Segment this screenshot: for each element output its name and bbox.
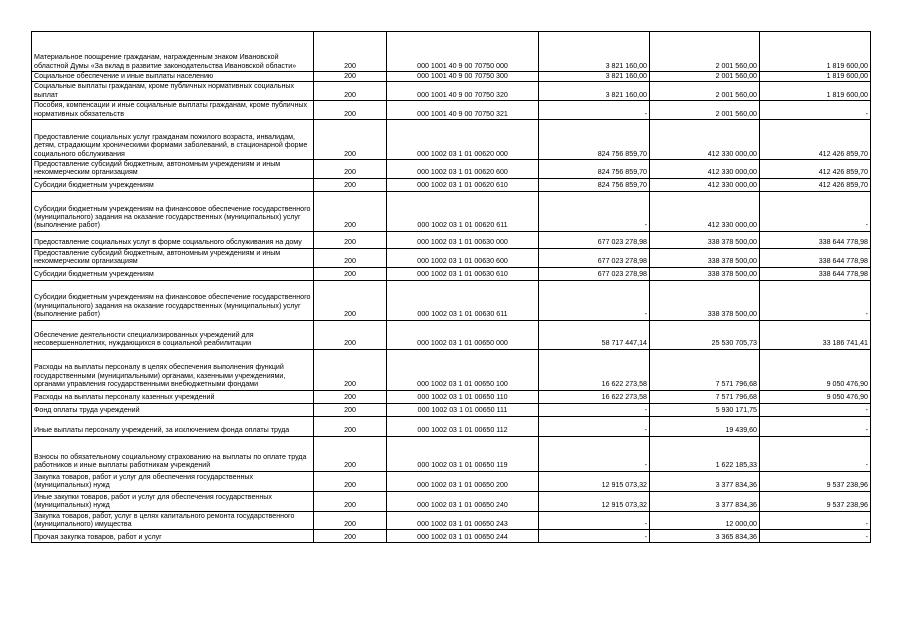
cell-approved: 12 915 073,32 [539, 491, 650, 511]
cell-executed: 5 930 171,75 [650, 403, 760, 416]
cell-executed: 19 439,60 [650, 416, 760, 436]
cell-code: 200 [314, 120, 387, 160]
cell-approved: 16 622 273,58 [539, 349, 650, 390]
cell-approved: 824 756 859,70 [539, 160, 650, 179]
cell-unexecuted: - [760, 403, 871, 416]
cell-executed: 25 530 705,73 [650, 320, 760, 349]
cell-code: 200 [314, 511, 387, 530]
cell-executed: 412 330 000,00 [650, 120, 760, 160]
cell-kbk: 000 1001 40 9 00 70750 320 [387, 82, 539, 101]
cell-unexecuted: 9 050 476,90 [760, 390, 871, 403]
cell-approved: 824 756 859,70 [539, 178, 650, 191]
cell-kbk: 000 1002 03 1 01 00650 244 [387, 530, 539, 543]
cell-approved: - [539, 436, 650, 471]
cell-executed: 12 000,00 [650, 511, 760, 530]
cell-approved: 677 023 278,98 [539, 267, 650, 280]
cell-code: 200 [314, 191, 387, 231]
cell-name: Фонд оплаты труда учреждений [32, 403, 314, 416]
cell-unexecuted: - [760, 101, 871, 120]
cell-executed: 3 377 834,36 [650, 471, 760, 491]
cell-unexecuted: - [760, 530, 871, 543]
cell-executed: 2 001 560,00 [650, 101, 760, 120]
cell-executed: 338 378 500,00 [650, 248, 760, 267]
cell-kbk: 000 1002 03 1 01 00650 200 [387, 471, 539, 491]
cell-name: Предоставление социальных услуг в форме социального обслуживания на дому [32, 231, 314, 248]
cell-name: Субсидии бюджетным учреждениям на финансовое обеспечение государственного (муниципального) задания на оказание государственных (муниципальных) услуг (выполнение работ) [32, 191, 314, 231]
cell-executed: 7 571 796,68 [650, 349, 760, 390]
cell-approved: - [539, 191, 650, 231]
table-row [32, 403, 871, 416]
cell-name: Субсидии бюджетным учреждениям [32, 178, 314, 191]
cell-kbk: 000 1002 03 1 01 00620 611 [387, 191, 539, 231]
cell-kbk: 000 1002 03 1 01 00650 243 [387, 511, 539, 530]
cell-code: 200 [314, 436, 387, 471]
table-row [32, 530, 871, 543]
cell-name: Иные закупки товаров, работ и услуг для обеспечения государственных (муниципальных) нужд [32, 491, 314, 511]
cell-name: Предоставление субсидий бюджетным, автономным учреждениям и иным некоммерческим организациям [32, 248, 314, 267]
cell-approved: - [539, 511, 650, 530]
cell-unexecuted: - [760, 191, 871, 231]
table-row [32, 416, 871, 436]
cell-unexecuted: 338 644 778,98 [760, 267, 871, 280]
cell-kbk: 000 1001 40 9 00 70750 321 [387, 101, 539, 120]
table-row [32, 160, 871, 179]
cell-name: Закупка товаров, работ и услуг для обеспечения государственных (муниципальных) нужд [32, 471, 314, 491]
table-row [32, 248, 871, 267]
cell-unexecuted: 412 426 859,70 [760, 178, 871, 191]
cell-approved: 3 821 160,00 [539, 82, 650, 101]
table-row [32, 267, 871, 280]
cell-code: 200 [314, 267, 387, 280]
cell-approved: - [539, 530, 650, 543]
cell-unexecuted: - [760, 280, 871, 320]
cell-unexecuted: 412 426 859,70 [760, 160, 871, 179]
cell-code: 200 [314, 471, 387, 491]
table-row [32, 436, 871, 471]
cell-unexecuted: 1 819 600,00 [760, 32, 871, 72]
table-row [32, 120, 871, 160]
cell-code: 200 [314, 491, 387, 511]
cell-kbk: 000 1002 03 1 01 00650 112 [387, 416, 539, 436]
table-row [32, 349, 871, 390]
cell-executed: 2 001 560,00 [650, 32, 760, 72]
cell-executed: 7 571 796,68 [650, 390, 760, 403]
cell-approved: 3 821 160,00 [539, 32, 650, 72]
table-row [32, 491, 871, 511]
cell-kbk: 000 1002 03 1 01 00630 600 [387, 248, 539, 267]
cell-code: 200 [314, 403, 387, 416]
cell-name: Субсидии бюджетным учреждениям на финансовое обеспечение государственного (муниципального) задания на оказание государственных (муниципальных) услуг (выполнение работ) [32, 280, 314, 320]
cell-code: 200 [314, 231, 387, 248]
table-row [32, 231, 871, 248]
table-row [32, 390, 871, 403]
cell-name: Взносы по обязательному социальному страхованию на выплаты по оплате труда работников и иные выплаты работникам учреждений [32, 436, 314, 471]
cell-unexecuted: 412 426 859,70 [760, 120, 871, 160]
cell-name: Пособия, компенсации и иные социальные выплаты гражданам, кроме публичных нормативных обязательств [32, 101, 314, 120]
cell-approved: 58 717 447,14 [539, 320, 650, 349]
cell-name: Социальное обеспечение и иные выплаты населению [32, 72, 314, 82]
cell-kbk: 000 1002 03 1 01 00650 110 [387, 390, 539, 403]
cell-executed: 412 330 000,00 [650, 160, 760, 179]
table-row [32, 471, 871, 491]
cell-name: Обеспечение деятельности специализированных учреждений для несовершеннолетних, нуждающихся в социальной реабилитации [32, 320, 314, 349]
cell-approved: 824 756 859,70 [539, 120, 650, 160]
cell-name: Материальное поощрение гражданам, награжденным знаком Ивановской областной Думы «За вклад в развитие законодательства Ивановской области» [32, 32, 314, 72]
cell-executed: 412 330 000,00 [650, 191, 760, 231]
cell-approved: 677 023 278,98 [539, 248, 650, 267]
cell-unexecuted: 338 644 778,98 [760, 248, 871, 267]
cell-kbk: 000 1002 03 1 01 00620 610 [387, 178, 539, 191]
cell-approved: 3 821 160,00 [539, 72, 650, 82]
cell-kbk: 000 1002 03 1 01 00650 240 [387, 491, 539, 511]
cell-code: 200 [314, 390, 387, 403]
cell-unexecuted: 9 050 476,90 [760, 349, 871, 390]
cell-kbk: 000 1002 03 1 01 00620 000 [387, 120, 539, 160]
cell-code: 200 [314, 416, 387, 436]
cell-approved: - [539, 280, 650, 320]
cell-kbk: 000 1002 03 1 01 00650 111 [387, 403, 539, 416]
cell-approved: 677 023 278,98 [539, 231, 650, 248]
cell-code: 200 [314, 178, 387, 191]
cell-name: Прочая закупка товаров, работ и услуг [32, 530, 314, 543]
cell-kbk: 000 1001 40 9 00 70750 300 [387, 72, 539, 82]
cell-unexecuted: - [760, 511, 871, 530]
table-row [32, 320, 871, 349]
table-row [32, 511, 871, 530]
cell-approved: - [539, 416, 650, 436]
cell-kbk: 000 1002 03 1 01 00650 000 [387, 320, 539, 349]
cell-kbk: 000 1001 40 9 00 70750 000 [387, 32, 539, 72]
budget-execution-table [31, 31, 871, 543]
cell-unexecuted: 1 819 600,00 [760, 82, 871, 101]
cell-kbk: 000 1002 03 1 01 00650 119 [387, 436, 539, 471]
cell-approved: - [539, 403, 650, 416]
cell-executed: 338 378 500,00 [650, 231, 760, 248]
table-row [32, 280, 871, 320]
cell-unexecuted: 1 819 600,00 [760, 72, 871, 82]
cell-code: 200 [314, 349, 387, 390]
cell-name: Иные выплаты персоналу учреждений, за исключением фонда оплаты труда [32, 416, 314, 436]
cell-unexecuted: 33 186 741,41 [760, 320, 871, 349]
cell-kbk: 000 1002 03 1 01 00630 610 [387, 267, 539, 280]
table-row [32, 82, 871, 101]
cell-name: Расходы на выплаты персоналу казенных учреждений [32, 390, 314, 403]
table-row [32, 101, 871, 120]
cell-unexecuted: 9 537 238,96 [760, 491, 871, 511]
cell-executed: 412 330 000,00 [650, 178, 760, 191]
cell-code: 200 [314, 101, 387, 120]
table-body [32, 32, 871, 543]
cell-name: Расходы на выплаты персоналу в целях обеспечения выполнения функций государственными (муниципальными) органами, казенными учреждениями, органами управления государственными внебюджетными фондами [32, 349, 314, 390]
cell-code: 200 [314, 248, 387, 267]
cell-name: Социальные выплаты гражданам, кроме публичных нормативных социальных выплат [32, 82, 314, 101]
table-row [32, 32, 871, 72]
table-row [32, 72, 871, 82]
table-row [32, 178, 871, 191]
cell-unexecuted: - [760, 436, 871, 471]
cell-kbk: 000 1002 03 1 01 00620 600 [387, 160, 539, 179]
cell-kbk: 000 1002 03 1 01 00630 611 [387, 280, 539, 320]
cell-name: Предоставление социальных услуг гражданам пожилого возраста, инвалидам, детям, страдающим хроническими формами заболеваний, в стационарной форме социального обслуживания [32, 120, 314, 160]
cell-code: 200 [314, 82, 387, 101]
cell-executed: 338 378 500,00 [650, 267, 760, 280]
cell-unexecuted: 338 644 778,98 [760, 231, 871, 248]
cell-executed: 3 377 834,36 [650, 491, 760, 511]
cell-executed: 2 001 560,00 [650, 72, 760, 82]
table-row [32, 191, 871, 231]
cell-executed: 2 001 560,00 [650, 82, 760, 101]
cell-code: 200 [314, 160, 387, 179]
cell-executed: 3 365 834,36 [650, 530, 760, 543]
cell-name: Субсидии бюджетным учреждениям [32, 267, 314, 280]
cell-kbk: 000 1002 03 1 01 00630 000 [387, 231, 539, 248]
cell-approved: 16 622 273,58 [539, 390, 650, 403]
cell-unexecuted: - [760, 416, 871, 436]
cell-approved: - [539, 101, 650, 120]
cell-code: 200 [314, 530, 387, 543]
cell-approved: 12 915 073,32 [539, 471, 650, 491]
cell-code: 200 [314, 72, 387, 82]
cell-unexecuted: 9 537 238,96 [760, 471, 871, 491]
cell-executed: 1 622 185,33 [650, 436, 760, 471]
cell-code: 200 [314, 32, 387, 72]
cell-code: 200 [314, 320, 387, 349]
cell-kbk: 000 1002 03 1 01 00650 100 [387, 349, 539, 390]
cell-name: Предоставление субсидий бюджетным, автономным учреждениям и иным некоммерческим организациям [32, 160, 314, 179]
cell-executed: 338 378 500,00 [650, 280, 760, 320]
cell-name: Закупка товаров, работ, услуг в целях капитального ремонта государственного (муниципального) имущества [32, 511, 314, 530]
cell-code: 200 [314, 280, 387, 320]
